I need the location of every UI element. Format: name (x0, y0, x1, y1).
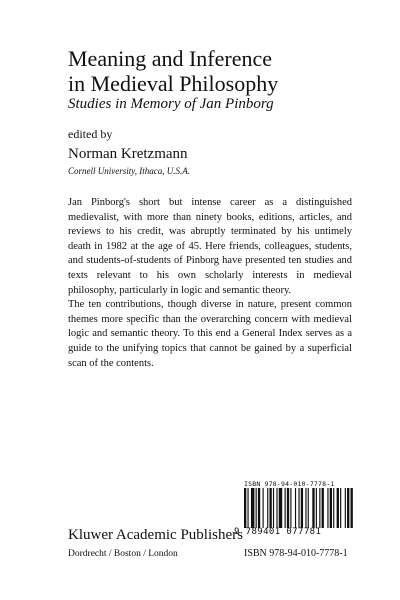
editor-affiliation: Cornell University, Ithaca, U.S.A. (68, 166, 190, 176)
barcode-digits: 9 789401 077781 (234, 527, 322, 537)
publisher-name: Kluwer Academic Publishers (68, 527, 243, 543)
description-paragraph-1: Jan Pinborg's short but intense career as a distinguished medievalist, with more than ninety books, editions, articles, and reviews to his credit, was abruptly terminated by his untimely death in 1982 at the age of 45. Here friends, colleagues, students, and students-of-students of Pinborg have presented ten studies and texts relevant to his own scholarly interests in medieval philosophy, particularly in logic and semantic theory. (68, 197, 352, 296)
book-title-line-2: in Medieval Philosophy (68, 71, 279, 96)
editor-name: Norman Kretzmann (68, 146, 188, 162)
book-subtitle: Studies in Memory of Jan Pinborg (68, 96, 274, 112)
publisher-locations: Dordrecht / Boston / London (68, 549, 178, 559)
isbn-number: ISBN 978-94-010-7778-1 (244, 548, 348, 559)
barcode-image (244, 488, 354, 528)
edited-by-label: edited by (68, 127, 113, 141)
book-title-line-1: Meaning and Inference (68, 46, 273, 71)
description (68, 196, 352, 371)
barcode-isbn-label: ISBN 978-94-010-7778-1 (244, 480, 335, 488)
description-paragraph-2: The ten contributions, though diverse in nature, present common themes more specific than the overarching concern with medieval logic and semantic theory. To this end a General Index serves as a guide to the unifying topics that cannot be gained by a superficial scan of the contents. (68, 299, 352, 369)
book-title (68, 46, 368, 96)
